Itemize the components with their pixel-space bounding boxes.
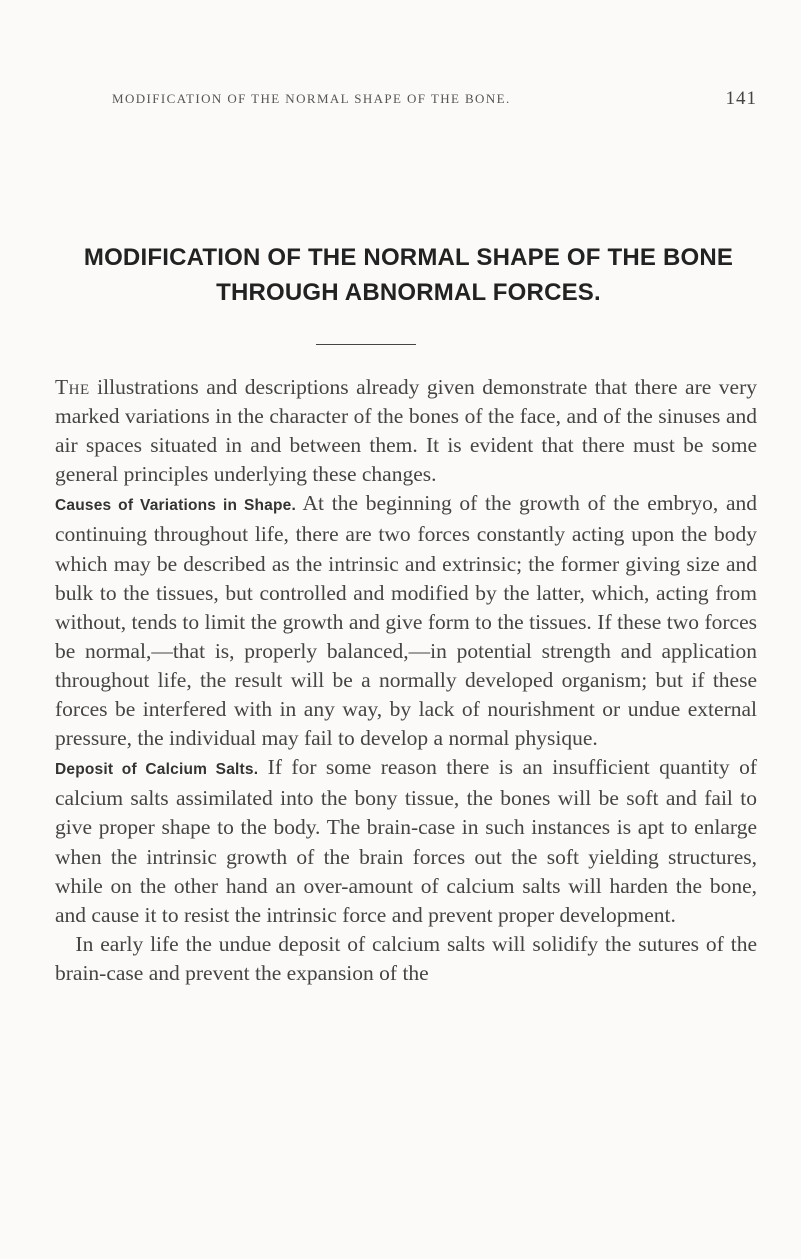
- paragraph-causes: [55, 489, 757, 753]
- paragraph-text: At the beginning of the growth of the embryo, and continuing throughout life, there are two forces constantly acting upon the body which may be described as the intrinsic and extrinsic; the former giving size and bulk to the tissues, but controlled and modified by the latter, which, acting from without, tends to limit the growth and give form to the tissues. If these two forces be normal,—that is, properly balanced,—in potential strength and application throughout life, the result will be a normally developed organism; but if these forces be interfered with in any way, by lack of nourishment or undue external pressure, the individual may fail to develop a normal physique.: [55, 491, 757, 751]
- body-text: [55, 373, 757, 988]
- chapter-title: MODIFICATION OF THE NORMAL SHAPE OF THE BONE THROUGH ABNORMAL FORCES.: [83, 244, 734, 306]
- paragraph-text: In early life the undue deposit of calcium salts will solidify the sutures of the brain-case and prevent the expansion of the: [55, 931, 757, 985]
- title-divider: [316, 344, 416, 345]
- paragraph-text: If for some reason there is an insufficient quantity of calcium salts assimilated into the bony tissue, the bones will be soft and fail to give proper shape to the body. The brain-case in such instances is apt to enlarge when the intrinsic growth of the brain forces out the soft yielding structures, while on the other hand an over-amount of calcium salts will harden the bone, and cause it to resist the intrinsic force and prevent proper development.: [55, 755, 757, 927]
- paragraph-calcium: [55, 753, 757, 930]
- paragraph-intro: [55, 373, 757, 489]
- paragraph-lead-word: The: [55, 375, 90, 399]
- page-number: 141: [725, 88, 757, 109]
- section-heading-causes: Causes of Variations in Shape.: [55, 497, 297, 515]
- paragraph-text: illustrations and descriptions already given demonstrate that there are very marked variations in the character of the bones of the face, and of the sinuses and air spaces situated in and between them. It is evident that there must be some general principles underlying these changes.: [55, 375, 757, 487]
- paragraph-early-life: [55, 930, 757, 988]
- running-head: [60, 88, 757, 112]
- running-head-title: MODIFICATION OF THE NORMAL SHAPE OF THE BONE.: [112, 91, 511, 106]
- section-heading-calcium: Deposit of Calcium Salts.: [55, 761, 259, 779]
